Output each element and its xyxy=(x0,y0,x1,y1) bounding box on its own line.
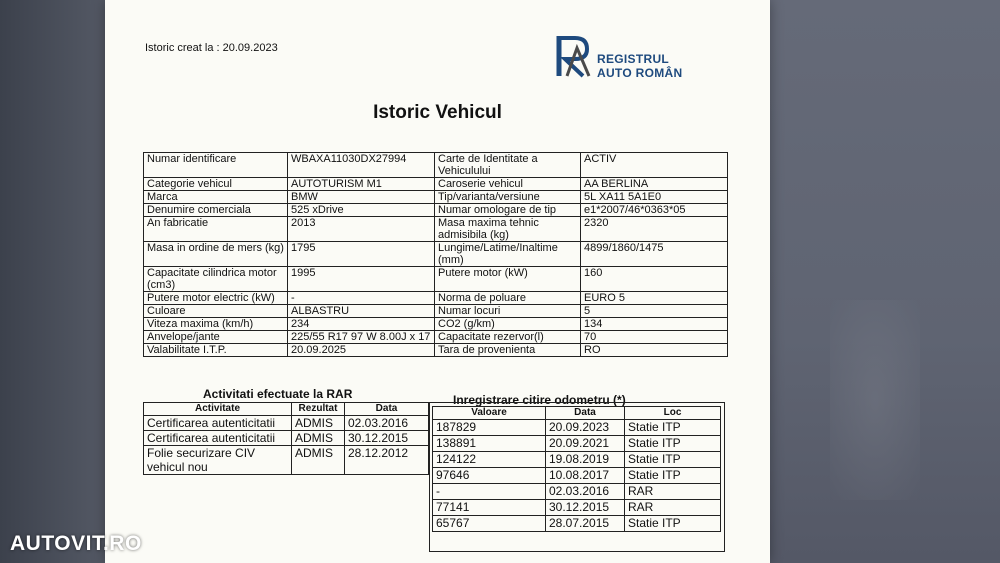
rar-logo xyxy=(553,32,693,82)
table-cell: Folie securizare CIV vehicul nou xyxy=(144,446,292,475)
odometer-row xyxy=(433,516,721,532)
table-cell: Statie ITP xyxy=(625,420,721,436)
field-value: 525 xDrive xyxy=(288,204,435,217)
odometer-box xyxy=(429,402,725,552)
table-cell: 20.09.2023 xyxy=(546,420,625,436)
field-label: Valabilitate I.T.P. xyxy=(144,344,288,357)
field-label: Lungime/Latime/Inaltime (mm) xyxy=(435,242,581,267)
table-cell: 77141 xyxy=(433,500,546,516)
table-cell: Certificarea autenticitatii xyxy=(144,416,292,431)
column-header: Activitate xyxy=(144,403,292,416)
field-value: 1795 xyxy=(288,242,435,267)
field-label: Culoare xyxy=(144,305,288,318)
odometer-row xyxy=(433,436,721,452)
field-value: EURO 5 xyxy=(581,292,728,305)
odometer-row xyxy=(433,420,721,436)
table-cell: - xyxy=(433,484,546,500)
field-label: Numar omologare de tip xyxy=(435,204,581,217)
rar-activity-table xyxy=(143,402,429,475)
table-cell: 02.03.2016 xyxy=(345,416,429,431)
vehicle-row xyxy=(144,292,728,305)
table-cell: 02.03.2016 xyxy=(546,484,625,500)
table-cell: 65767 xyxy=(433,516,546,532)
field-label: Tip/varianta/versiune xyxy=(435,191,581,204)
field-label: Capacitate cilindrica motor (cm3) xyxy=(144,267,288,292)
table-cell: 28.12.2012 xyxy=(345,446,429,475)
vehicle-row xyxy=(144,344,728,357)
vehicle-row xyxy=(144,178,728,191)
field-label: Norma de poluare xyxy=(435,292,581,305)
table-cell: ADMIS xyxy=(292,416,345,431)
logo-line-2: AUTO ROMÂN xyxy=(597,66,683,80)
field-value: AUTOTURISM M1 xyxy=(288,178,435,191)
column-header: Data xyxy=(345,403,429,416)
field-value: 1995 xyxy=(288,267,435,292)
rar-logo-text xyxy=(597,52,682,80)
field-label: Masa maxima tehnic admisibila (kg) xyxy=(435,217,581,242)
document-page xyxy=(105,0,770,563)
field-label: Carte de Identitate a Vehiculului xyxy=(435,153,581,178)
table-cell: ADMIS xyxy=(292,431,345,446)
table-cell: 124122 xyxy=(433,452,546,468)
table-cell: Certificarea autenticitatii xyxy=(144,431,292,446)
field-value: 2013 xyxy=(288,217,435,242)
rar-section-title: Activitati efectuate la RAR xyxy=(203,387,353,401)
table-cell: ADMIS xyxy=(292,446,345,475)
field-value: 4899/1860/1475 xyxy=(581,242,728,267)
field-value: - xyxy=(288,292,435,305)
field-label: CO2 (g/km) xyxy=(435,318,581,331)
odometer-row xyxy=(433,452,721,468)
table-cell: 20.09.2021 xyxy=(546,436,625,452)
vehicle-row xyxy=(144,267,728,292)
field-value: WBAXA11030DX27994 xyxy=(288,153,435,178)
field-value: 5L XA11 5A1E0 xyxy=(581,191,728,204)
field-label: Anvelope/jante xyxy=(144,331,288,344)
created-date: Istoric creat la : 20.09.2023 xyxy=(145,42,278,54)
logo-line-1: REGISTRUL xyxy=(597,52,670,66)
table-cell: Statie ITP xyxy=(625,452,721,468)
field-label: An fabricatie xyxy=(144,217,288,242)
field-value: e1*2007/46*0363*05 xyxy=(581,204,728,217)
table-cell: 187829 xyxy=(433,420,546,436)
field-value: BMW xyxy=(288,191,435,204)
document-title: Istoric Vehicul xyxy=(373,102,502,123)
vehicle-row xyxy=(144,153,728,178)
table-cell: 30.12.2015 xyxy=(345,431,429,446)
field-label: Caroserie vehicul xyxy=(435,178,581,191)
screen-reflection xyxy=(830,300,920,500)
field-value: 160 xyxy=(581,267,728,292)
table-cell: 138891 xyxy=(433,436,546,452)
field-value: ALBASTRU xyxy=(288,305,435,318)
autovit-watermark: AUTOVIT.RO xyxy=(10,532,142,555)
table-cell: RAR xyxy=(625,484,721,500)
field-value: 70 xyxy=(581,331,728,344)
vehicle-row xyxy=(144,204,728,217)
odometer-row xyxy=(433,468,721,484)
field-label: Numar locuri xyxy=(435,305,581,318)
field-value: 225/55 R17 97 W 8.00J x 17 xyxy=(288,331,435,344)
rar-activity-row xyxy=(144,446,429,475)
column-header: Data xyxy=(546,407,625,420)
field-value: ACTIV xyxy=(581,153,728,178)
field-label: Capacitate rezervor(l) xyxy=(435,331,581,344)
table-cell: 30.12.2015 xyxy=(546,500,625,516)
field-value: 234 xyxy=(288,318,435,331)
field-label: Categorie vehicul xyxy=(144,178,288,191)
field-value: 20.09.2025 xyxy=(288,344,435,357)
table-cell: Statie ITP xyxy=(625,436,721,452)
vehicle-row xyxy=(144,242,728,267)
field-label: Numar identificare xyxy=(144,153,288,178)
odometer-section-title: Inregistrare citire odometru (*) xyxy=(453,393,626,407)
vehicle-row xyxy=(144,331,728,344)
table-cell: Statie ITP xyxy=(625,468,721,484)
rar-logo-icon xyxy=(553,32,595,78)
field-label: Denumire comerciala xyxy=(144,204,288,217)
field-value: 134 xyxy=(581,318,728,331)
rar-activity-row xyxy=(144,431,429,446)
table-cell: 28.07.2015 xyxy=(546,516,625,532)
table-cell: RAR xyxy=(625,500,721,516)
field-value: AA BERLINA xyxy=(581,178,728,191)
rar-activity-row xyxy=(144,416,429,431)
field-label: Tara de provenienta xyxy=(435,344,581,357)
vehicle-row xyxy=(144,318,728,331)
column-header: Loc xyxy=(625,407,721,420)
vehicle-row xyxy=(144,305,728,318)
vehicle-details-table xyxy=(143,152,728,357)
table-cell: 19.08.2019 xyxy=(546,452,625,468)
field-value: RO xyxy=(581,344,728,357)
odometer-row xyxy=(433,500,721,516)
field-label: Putere motor electric (kW) xyxy=(144,292,288,305)
field-label: Marca xyxy=(144,191,288,204)
field-value: 2320 xyxy=(581,217,728,242)
field-value: 5 xyxy=(581,305,728,318)
field-label: Viteza maxima (km/h) xyxy=(144,318,288,331)
field-label: Putere motor (kW) xyxy=(435,267,581,292)
vehicle-row xyxy=(144,191,728,204)
table-cell: 10.08.2017 xyxy=(546,468,625,484)
monitor-bezel xyxy=(0,0,110,563)
table-cell: Statie ITP xyxy=(625,516,721,532)
odometer-row xyxy=(433,484,721,500)
column-header: Valoare xyxy=(433,407,546,420)
vehicle-row xyxy=(144,217,728,242)
odometer-table xyxy=(432,406,721,532)
column-header: Rezultat xyxy=(292,403,345,416)
table-cell: 97646 xyxy=(433,468,546,484)
field-label: Masa in ordine de mers (kg) xyxy=(144,242,288,267)
